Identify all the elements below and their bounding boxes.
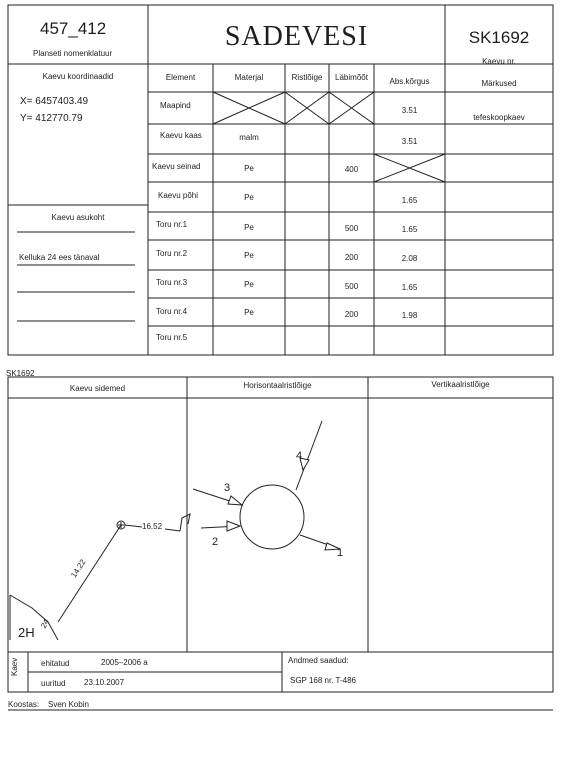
table-cell-abs: 3.51	[401, 106, 418, 115]
table-cell-diameter: 200	[344, 253, 359, 262]
built-label: ehitatud	[41, 659, 70, 668]
author-value: Sven Kobin	[48, 700, 89, 709]
table-cell-material: malm	[239, 133, 259, 142]
col-title-sidemed: Kaevu sidemed	[69, 384, 126, 393]
table-cell-element: Kaevu põhi	[158, 191, 199, 200]
table-cell-element: Kaevu seinad	[152, 162, 201, 171]
table-cell-notes: tefeskoopkaev	[473, 113, 525, 122]
source-value: SGP 168 nr. T-486	[290, 676, 356, 685]
pipe-label-1: 1	[337, 547, 344, 559]
pipe-label-2: 2	[212, 536, 219, 548]
table-cell-material: Pe	[244, 251, 254, 260]
table-cell-diameter: 500	[344, 282, 359, 291]
footer-side-label: Kaev	[10, 657, 19, 676]
table-cell-abs: 2.08	[401, 254, 418, 263]
table-cell-material: Pe	[244, 280, 254, 289]
table-cell-element: Kaevu kaas	[160, 131, 202, 140]
table-cell-material: Pe	[244, 308, 254, 317]
table-cell-element: Toru nr.4	[156, 307, 188, 316]
table-cell-abs: 1.98	[401, 311, 418, 320]
col-header-material: Materjal	[234, 73, 264, 82]
col-header-diameter: Läbimõõt	[335, 73, 368, 82]
location-value: Kelluka 24 ees tänaval	[19, 253, 100, 262]
surveyed-label: uuritud	[41, 679, 66, 688]
table-cell-abs: 3.51	[401, 137, 418, 146]
table-cell-abs: 1.65	[401, 196, 418, 205]
house-label: 2H	[18, 625, 35, 640]
source-label: Andmed saadud:	[288, 656, 349, 665]
pipe-label-4: 4	[296, 450, 303, 462]
pipe-label-3: 3	[224, 482, 231, 494]
col-title-horizontal: Horisontaalristlõige	[243, 381, 312, 390]
table-cell-element: Toru nr.1	[156, 220, 188, 229]
well-code: SK1692	[468, 28, 530, 47]
location-label: Kaevu asukoht	[51, 213, 105, 222]
coords-label: Kaevu koordinaadid	[42, 72, 114, 81]
col-header-cross: Ristlõige	[291, 73, 323, 82]
table-cell-element: Toru nr.2	[156, 249, 188, 258]
plansheet-code: 457_412	[40, 19, 107, 38]
table-cell-material: Pe	[244, 193, 254, 202]
table-cell-element: Toru nr.5	[156, 333, 188, 342]
table-cell-element: Maapind	[160, 101, 191, 110]
coord-x: X= 6457403.49	[20, 96, 89, 107]
well-nr-label: Kaevu nr.	[482, 57, 516, 66]
table-cell-material: Pe	[244, 223, 254, 232]
page-title: SADEVESI	[224, 21, 369, 52]
table-cell-element: Toru nr.3	[156, 278, 188, 287]
distance-label: 14.22	[69, 557, 88, 580]
section-well-code: SK1692	[6, 369, 35, 378]
plansheet-label: Planseti nomenklatuur	[33, 49, 113, 58]
surveyed-value: 23.10.2007	[84, 678, 125, 687]
distance-label: 16.52	[142, 522, 163, 531]
built-value: 2005–2006 a	[101, 658, 148, 667]
table-cell-diameter: 200	[344, 310, 359, 319]
col-header-notes: Märkused	[481, 79, 517, 88]
col-title-vertical: Vertikaalristlõige	[431, 380, 490, 389]
col-header-element: Element	[165, 73, 196, 82]
col-header-abs: Abs.kõrgus	[389, 77, 430, 86]
author-label: Koostas:	[8, 700, 40, 709]
coord-y: Y= 412770.79	[20, 113, 83, 124]
table-cell-abs: 1.65	[401, 283, 418, 292]
table-cell-abs: 1.65	[401, 225, 418, 234]
house-number: 24	[38, 617, 52, 630]
table-cell-material: Pe	[244, 164, 254, 173]
table-cell-diameter: 400	[344, 165, 359, 174]
table-cell-diameter: 500	[344, 224, 359, 233]
